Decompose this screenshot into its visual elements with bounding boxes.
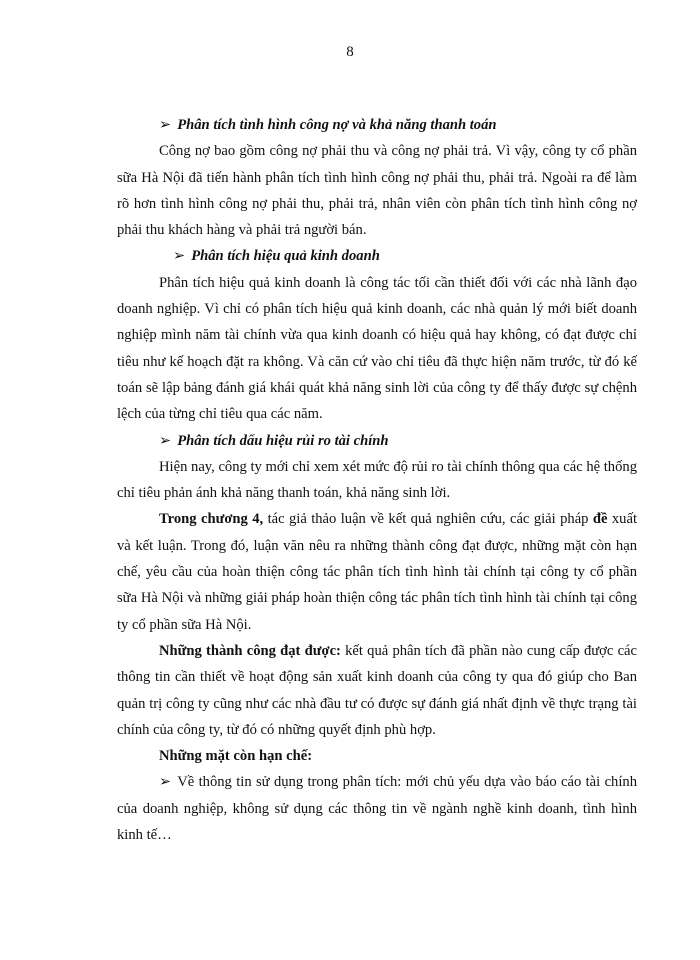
limitations-item-text: Về thông tin sử dụng trong phân tích: mới chủ yếu dựa vào báo cáo tài chính của doanh nghiệp, không sử dụng các thông tin về ngành nghề kinh doanh, tình hình kinh tế…	[117, 774, 637, 844]
heading-text: Phân tích tình hình công nợ và khả năng thanh toán	[177, 117, 497, 133]
paragraph-risk: Hiện nay, công ty mới chỉ xem xét mức độ rủi ro tài chính thông qua các hệ thống chỉ tiêu phản ánh khả năng thanh toán, khả năng sinh lời.	[117, 458, 637, 502]
limitations-item	[117, 769, 637, 848]
arrow-bullet-icon: ➢	[159, 774, 172, 791]
limitations-heading	[117, 743, 637, 769]
paragraph-efficiency: Phân tích hiệu quả kinh doanh là công tác tối cần thiết đối với các nhà lãnh đạo doanh nghiệp. Vì chỉ có phân tích hiệu quả kinh doanh, các nhà quản lý mới biết doanh nghiệp mình năm tài chính vừa qua kinh doanh có hiệu quả hay không, có đạt được chỉ tiêu như kế hoạch đặt ra không. Và căn cứ vào chỉ tiêu đã thực hiện năm trước, từ đó kế toán sẽ lập bảng đánh giá khái quát khả năng sinh lời của công ty để thấy được sự chệnh lệch của từng chỉ tiêu qua các năm.	[117, 274, 637, 423]
section-heading-risk	[117, 428, 637, 454]
arrow-bullet-icon: ➢	[159, 117, 172, 133]
arrow-bullet-icon: ➢	[173, 248, 186, 265]
achievements-lead: Những thành công đạt được:	[159, 642, 341, 659]
chapter4-lead: Trong chương 4,	[159, 511, 264, 528]
paragraph-debt: Công nợ bao gồm công nợ phải thu và công nợ phải trả. Vì vậy, công ty cổ phần sữa Hà Nội đã tiến hành phân tích tình hình công nợ phải thu, phải trả. Ngoài ra để làm rõ hơn tình hình công nợ phải thu, phải trả, nhân viên còn phân tích tình hình công nợ phải thu khách hàng và phải trả người bán.	[117, 143, 637, 239]
page-number: 8	[346, 44, 354, 60]
limitations-heading-text: Những mặt còn hạn chế:	[159, 748, 313, 765]
chapter4-bold-word: đề	[592, 511, 608, 528]
section-heading-debt	[117, 112, 637, 138]
arrow-bullet-icon: ➢	[159, 432, 172, 449]
chapter4-text: tác giả thảo luận về kết quả nghiên cứu, các giải pháp	[263, 511, 593, 528]
paragraph-achievements	[117, 638, 637, 743]
heading-text: Phân tích hiệu quả kinh doanh	[191, 248, 380, 265]
document-body	[117, 112, 637, 848]
chapter4-rest: xuất và kết luận. Trong đó, luận văn nêu ra những thành công đạt được, những mặt còn hạn chế, yêu cầu của hoàn thiện công tác phân tích tình hình tài chính tại công ty cổ phần sữa Hà Nội và những giải pháp hoàn thiện công tác phân tích tình hình tài chính tại công ty cổ phần sữa Hà Nội.	[117, 511, 637, 633]
section-heading-efficiency	[117, 243, 637, 269]
achievements-text: kết quả phân tích đã phần nào cung cấp được các thông tin cần thiết về hoạt động sản xuất kinh doanh của công ty qua đó giúp cho Ban quản trị công ty cũng như các nhà đầu tư có được sự đánh giá nhất định về thực trạng tài chính của công ty, từ đó có những quyết định phù hợp.	[117, 642, 638, 738]
heading-text: Phân tích dấu hiệu rủi ro tài chính	[177, 432, 389, 449]
paragraph-chapter4	[117, 506, 637, 637]
